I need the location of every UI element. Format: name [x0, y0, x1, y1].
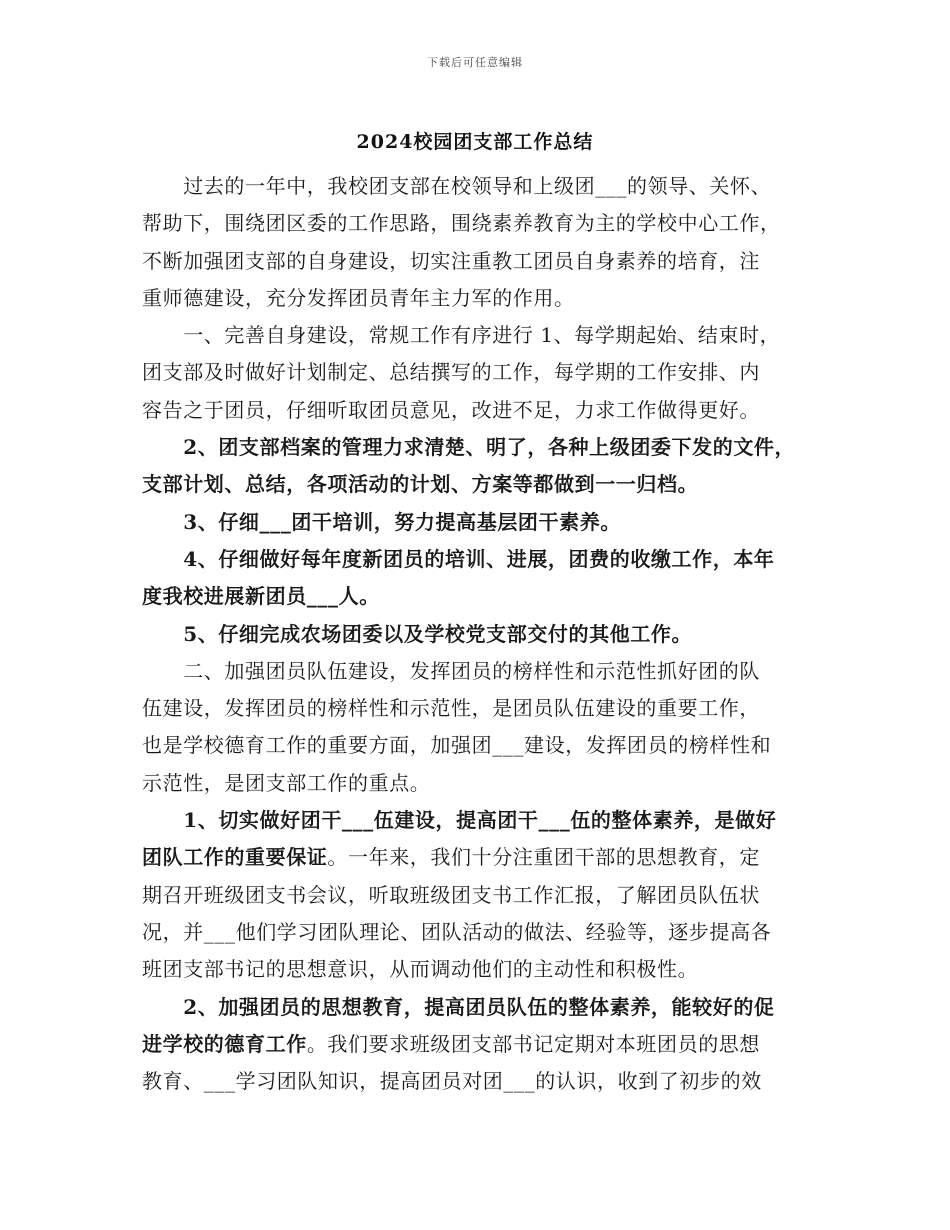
- line-text: 2、团支部档案的管理力求清楚、明了，各种上级团委下发的文件，: [142, 435, 796, 460]
- line-text: 班团支部书记的思想意识，从而调动他们的主动性和积极性。: [142, 957, 699, 982]
- line-text: 一、完善自身建设，常规工作有序进行 1、每学期起始、结束时，: [142, 323, 781, 348]
- paragraph-line: [142, 690, 826, 727]
- document-body: [142, 168, 826, 1100]
- page-header-note: 下载后可任意编辑: [427, 56, 523, 69]
- line-text: 期召开班级团支书会议，听取班级团支书工作汇报，了解团员队伍状: [142, 882, 760, 907]
- line-text: 度我校进展新团员___人。: [142, 584, 380, 609]
- paragraph-line: [142, 914, 826, 951]
- document-title: 2024校园团支部工作总结: [356, 131, 594, 153]
- line-text: 帮助下，围绕团区委的工作思路，围绕素养教育为主的学校中心工作，: [142, 211, 781, 236]
- paragraph-line: [142, 765, 826, 802]
- paragraph-line: [142, 653, 826, 690]
- line-text: 容告之于团员，仔细听取团员意见，改进不足，力求工作做得更好。: [142, 397, 760, 422]
- paragraph-line: [142, 578, 826, 615]
- line-text: 过去的一年中，我校团支部在校领导和上级团___的领导、关怀、: [142, 174, 772, 198]
- line-text: 不断加强团支部的自身建设，切实注重教工团员自身素养的培育，注: [142, 248, 760, 273]
- paragraph-line: [142, 1063, 826, 1100]
- paragraph-line: [142, 466, 826, 503]
- line-text: 况，并___他们学习团队理论、团队活动的做法、经验等，逐步提高各: [142, 919, 772, 944]
- line-text: 1、切实做好团干___伍建设，提高团干___伍的整体素养，是做好: [142, 808, 777, 833]
- line-text: 4、仔细做好每年度新团员的培训、进展，团费的收缴工作，本年: [142, 546, 775, 571]
- line-text: 2、加强团员的思想教育，提高团员队伍的整体素养，能较好的促: [142, 994, 775, 1019]
- line-text: 也是学校德育工作的重要方面，加强团___建设，发挥团员的榜样性和: [142, 733, 772, 758]
- line-text: 二、加强团员队伍建设，发挥团员的榜样性和示范性抓好团的队: [142, 658, 760, 683]
- paragraph-line: [142, 205, 826, 242]
- paragraph-line: [142, 354, 826, 391]
- line-text: 示范性，是团支部工作的重点。: [142, 770, 431, 795]
- line-text: 团支部及时做好计划制定、总结撰写的工作，每学期的工作安排、内: [142, 360, 760, 385]
- line-text: 进学校的德育工作: [142, 1031, 307, 1056]
- paragraph-line: [142, 317, 826, 354]
- paragraph-line: [142, 989, 826, 1026]
- line-text: 重师德建设，充分发挥团员青年主力军的作用。: [142, 285, 575, 310]
- line-text-continuation: 。我们要求班级团支部书记定期对本班团员的思想: [306, 1031, 761, 1056]
- paragraph-line: [142, 392, 826, 429]
- paragraph-line: [142, 839, 826, 876]
- paragraph-line: [142, 1026, 826, 1063]
- line-text: 团队工作的重要保证: [142, 845, 328, 870]
- paragraph-line: [142, 168, 826, 205]
- line-text: 教育、___学习团队知识，提高团员对团___的认识，收到了初步的效: [142, 1069, 762, 1094]
- paragraph-line: [142, 504, 826, 541]
- line-text: 5、仔细完成农场团委以及学校党支部交付的其他工作。: [142, 621, 693, 646]
- line-text: 伍建设，发挥团员的榜样性和示范性，是团员队伍建设的重要工作，: [142, 696, 760, 721]
- paragraph-line: [142, 243, 826, 280]
- paragraph-line: [142, 429, 826, 466]
- paragraph-line: [142, 802, 826, 839]
- line-text: 支部计划、总结，各项活动的计划、方案等都做到一一归档。: [142, 472, 699, 497]
- paragraph-line: [142, 727, 826, 764]
- paragraph-line: [142, 616, 826, 653]
- paragraph-line: [142, 541, 826, 578]
- line-text-continuation: 。一年来，我们十分注重团干部的思想教育，定: [327, 845, 761, 870]
- paragraph-line: [142, 280, 826, 317]
- paragraph-line: [142, 951, 826, 988]
- line-text: 3、仔细___团干培训，努力提高基层团干素养。: [142, 509, 621, 534]
- paragraph-line: [142, 877, 826, 914]
